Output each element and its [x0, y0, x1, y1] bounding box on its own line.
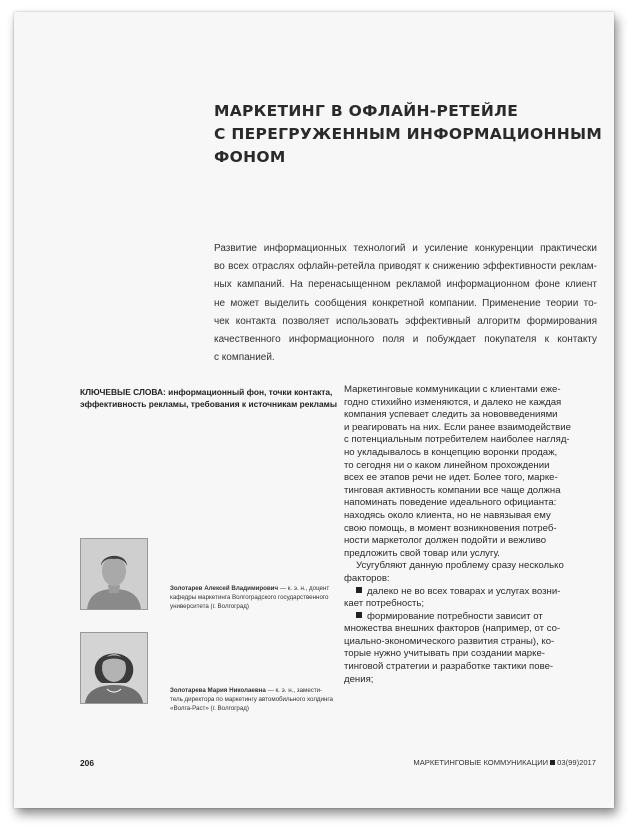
body-line: Усугубляют данную проблему сразу несколько — [356, 560, 564, 572]
lead-line: качественного информационного поля и побуждает покупателя к контакту — [214, 334, 597, 346]
body-line: ности маркетолог должен подойти и вежливо — [344, 535, 547, 547]
bullet-line: множества внешних факторов (например, от со- — [344, 623, 561, 635]
author-photo — [80, 632, 148, 704]
journal-issue: 03(99)2017 — [557, 758, 596, 767]
bullet-square-icon — [356, 612, 362, 618]
bullet-line: тинговой стратегии и разработке тактики пове- — [344, 661, 554, 673]
body-line: но укладывалось в концепцию воронки продаж, — [344, 446, 558, 458]
author-detail: тель директора по маркетингу автомобильного холдинга — [170, 696, 333, 703]
title-line: ФОНОМ — [214, 148, 286, 166]
author-detail: — к. э. н., замести- — [265, 687, 323, 694]
article-title — [214, 100, 603, 169]
title-line: С ПЕРЕГРУЖЕННЫМ ИНФОРМАЦИОННЫМ — [214, 125, 603, 143]
body-line: факторов: — [344, 572, 390, 584]
separator-square-icon — [550, 760, 555, 765]
body-line: напоминать поведение идеального официанта: — [344, 497, 557, 509]
body-line: то сегодня ни о каком линейном прохождении — [344, 459, 550, 471]
bullet-line: формирование потребности зависит от — [367, 610, 543, 622]
male-portrait-icon — [81, 539, 147, 609]
lead-line: Развитие информационных технологий и усиление конкуренции практически — [214, 243, 597, 254]
author-photo — [80, 538, 148, 610]
body-line: находясь около клиента, но не навязывая ему — [344, 509, 551, 521]
lead-line: с компанией. — [214, 352, 275, 364]
bullet-line: торые нужно учитывать при создании марке- — [344, 648, 545, 660]
title-line: МАРКЕТИНГ В ОФЛАЙН-РЕТЕЙЛЕ — [214, 102, 519, 120]
body-line: предложить свой товар или услугу. — [344, 547, 500, 559]
keywords-line: эффективность рекламы, требования к источникам рекламы — [80, 399, 337, 409]
author-detail: кафедры маркетинга Волгоградского государственного — [170, 594, 329, 601]
lead-line: чек контакта позволяет использовать эффективный алгоритм формирования — [214, 315, 597, 327]
article-lead — [214, 240, 597, 367]
bullet-line: кает потребность; — [344, 598, 425, 610]
author-info — [170, 686, 340, 713]
body-line: и реагировать на них. Если ранее взаимодействие — [344, 421, 571, 433]
journal-name: МАРКЕТИНГОВЫЕ КОММУНИКАЦИИ — [413, 758, 549, 767]
author-detail: университета (г. Волгоград) — [170, 603, 249, 610]
keywords — [80, 386, 340, 410]
body-column — [344, 384, 592, 686]
body-line: с потенциальным потребителем наиболее нагляд- — [344, 434, 570, 446]
bullet-line: дения; — [344, 673, 374, 685]
author-detail: — к. э. н., доцент — [278, 585, 330, 592]
author-info — [170, 584, 340, 611]
body-line: компания успевает следить за нововведениями — [344, 409, 558, 421]
journal-footer — [413, 758, 596, 767]
female-portrait-icon — [81, 633, 147, 703]
lead-line: во всех отраслях офлайн-ретейла приводят к снижению эффективности реклам- — [214, 261, 597, 273]
page-number: 206 — [80, 758, 94, 768]
body-line: свою помощь, в момент возникновения потреб- — [344, 522, 557, 534]
body-line: тинговая активность компании все чаще должна — [344, 484, 561, 496]
body-line: годно стихийно изменяются, и далеко не каждая — [344, 396, 562, 408]
author-name: Золотарева Мария Николаевна — [170, 687, 266, 694]
bullet-line: далеко не во всех товарах и услугах возни- — [367, 585, 561, 597]
bullet-item — [344, 611, 592, 624]
bullet-item — [344, 586, 592, 599]
body-line: всех ее этапов речи не идет. Более того, марке- — [344, 472, 558, 484]
article-page — [14, 12, 614, 808]
keywords-line: КЛЮЧЕВЫЕ СЛОВА: информационный фон, точки контакта, — [80, 387, 333, 397]
author-name: Золотарев Алексей Владимирович — [170, 585, 279, 592]
lead-line: ных кампаний. На перенасыщенном рекламой информационном фоне клиент — [214, 279, 597, 291]
bullet-square-icon — [356, 587, 362, 593]
lead-line: не может выделить сообщения конкретной компании. Применение теории то- — [214, 297, 597, 309]
bullet-line: циально-экономического развития страны), ко- — [344, 635, 555, 647]
author-detail: «Волга-Раст» (г. Волгоград) — [170, 705, 249, 712]
body-line: Маркетинговые коммуникации с клиентами еже- — [344, 384, 561, 395]
